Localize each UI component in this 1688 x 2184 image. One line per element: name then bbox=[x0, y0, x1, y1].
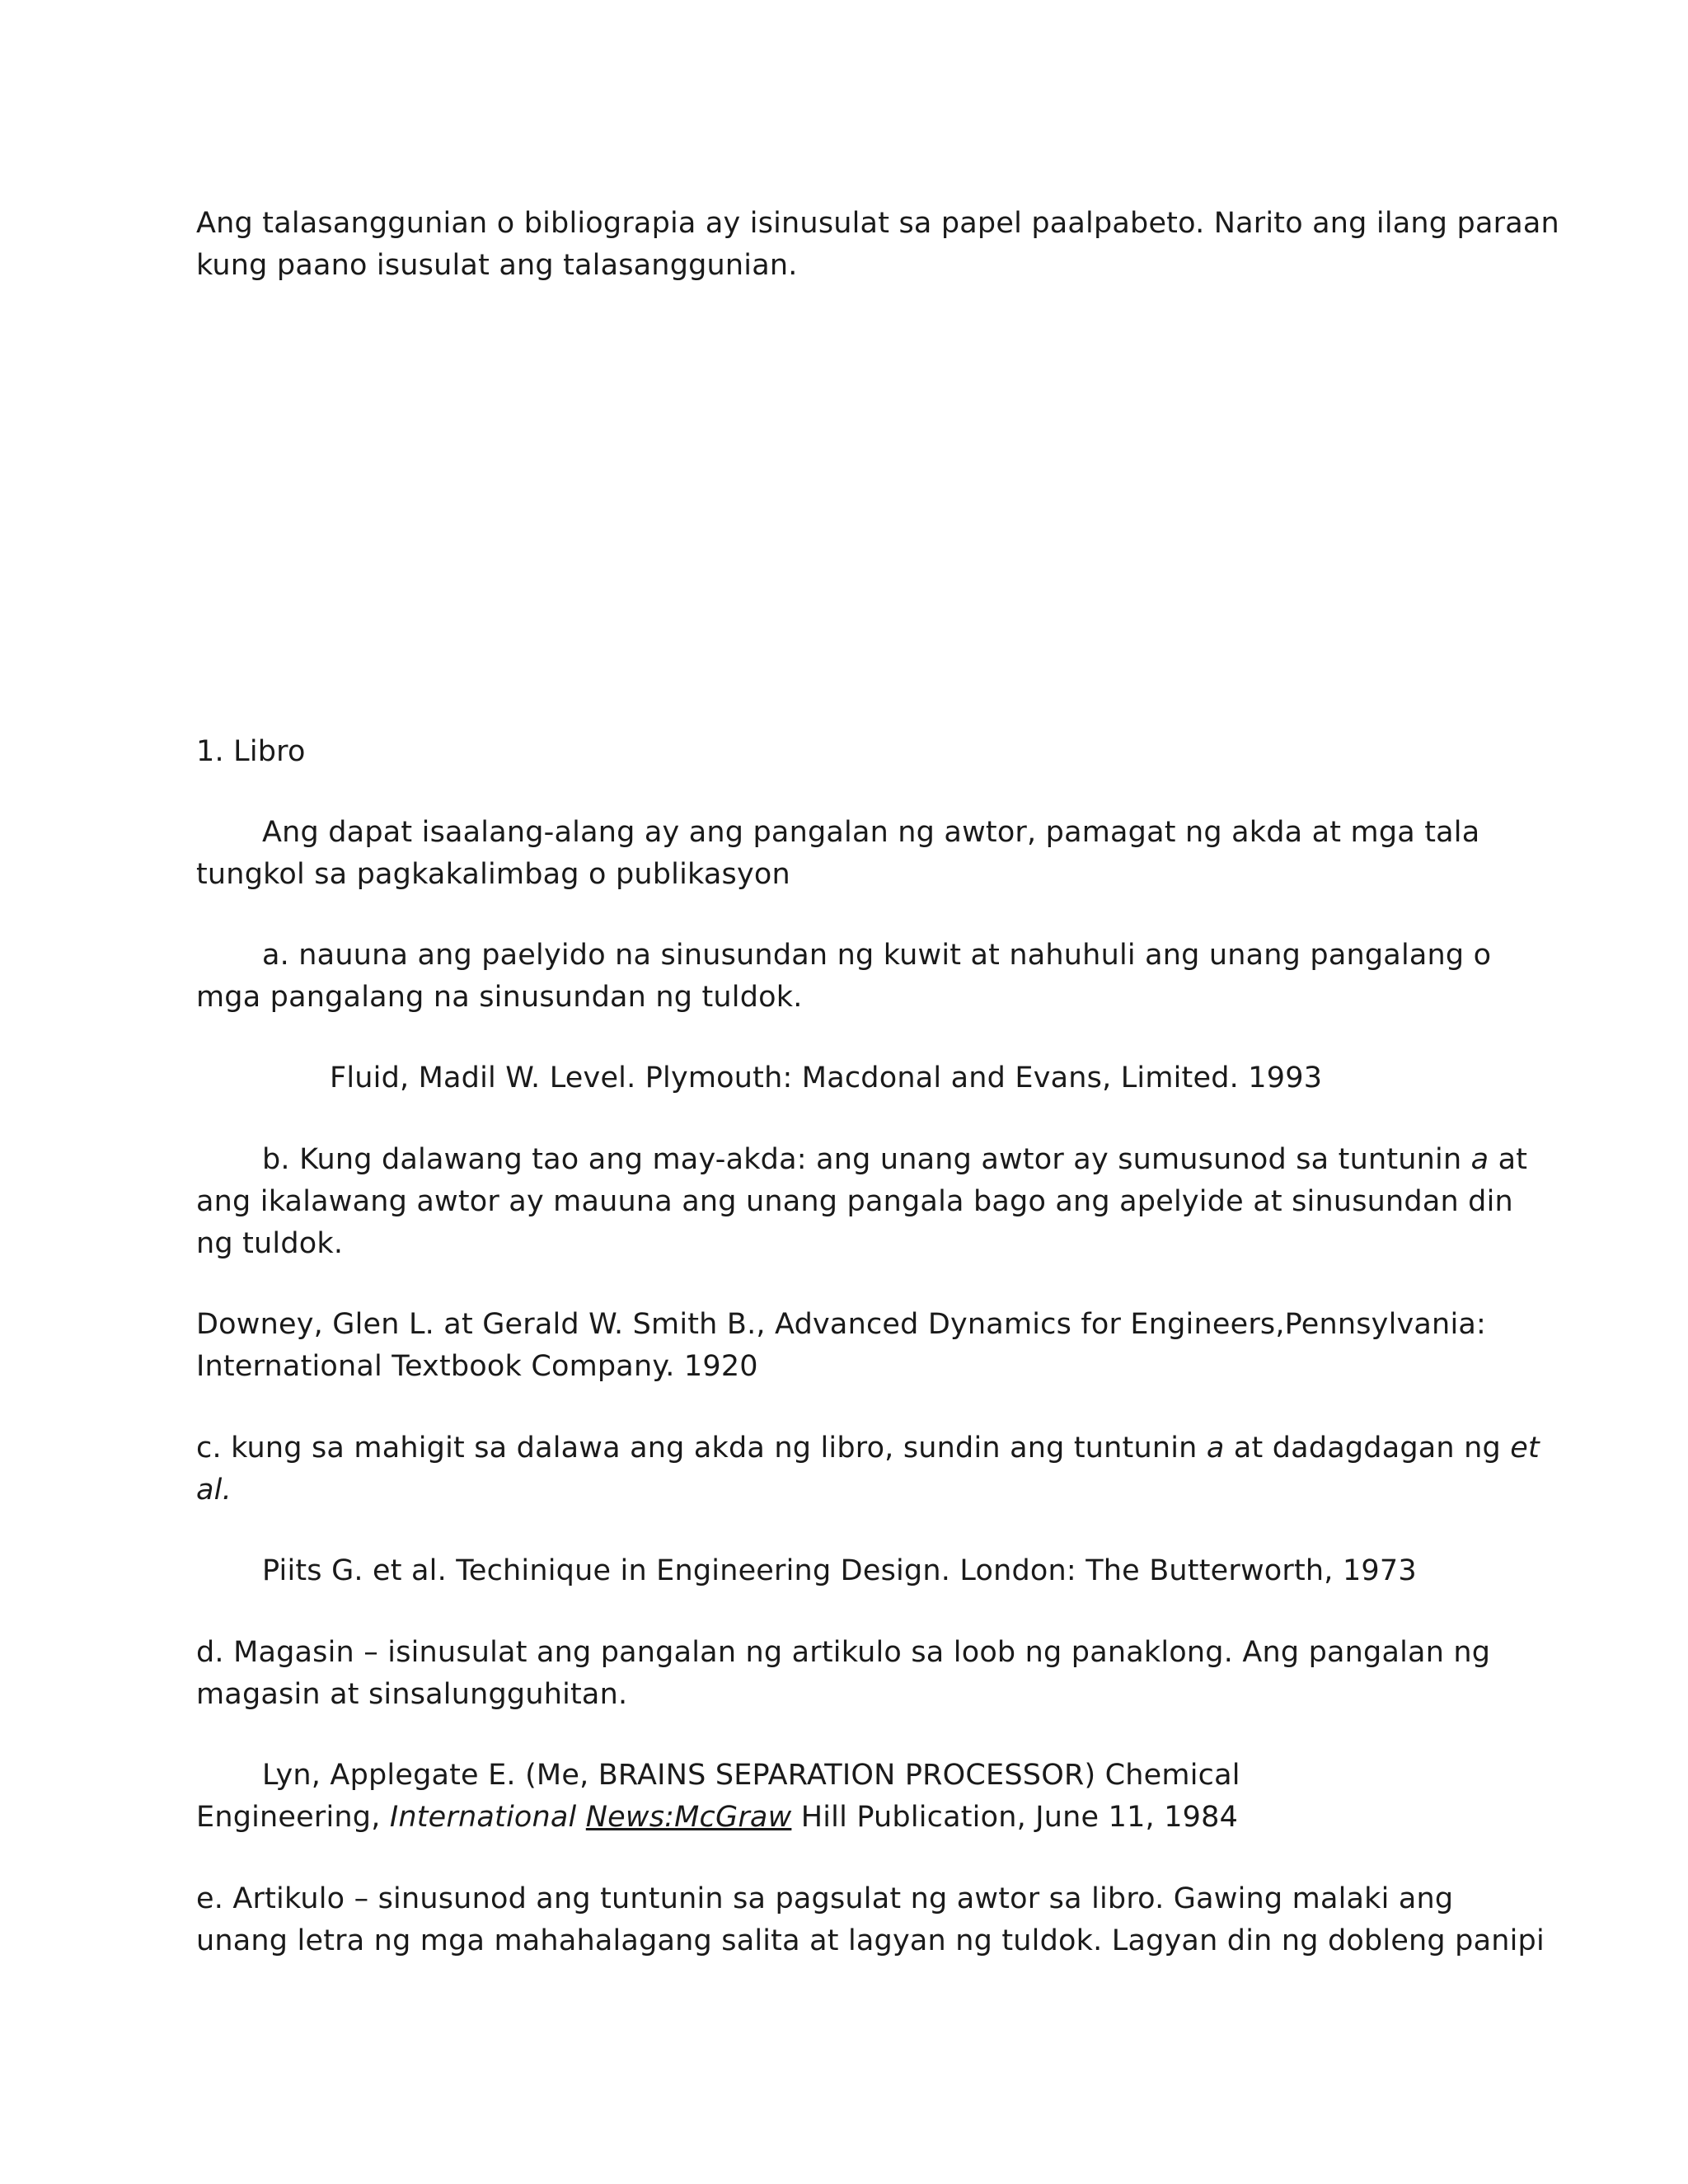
rule-b-line-1-emphasis: a bbox=[1470, 1143, 1489, 1176]
rule-d-example-underlined: News:McGraw bbox=[585, 1801, 792, 1834]
rule-b-line-2: ang ikalawang awtor ay mauuna ang unang pangala bago ang apelyide at sinusundan din bbox=[196, 1185, 1513, 1218]
rule-d-line-2: magasin at sinsalungguhitan. bbox=[196, 1678, 628, 1711]
rule-c-line-1-text: c. kung sa mahigit sa dalawa ang akda ng libro, sundin ang tuntunin bbox=[196, 1432, 1207, 1465]
rule-b-example-line-2: International Textbook Company. 1920 bbox=[196, 1350, 758, 1383]
rule-d-example-tail: Hill Publication, June 11, 1984 bbox=[791, 1801, 1239, 1834]
section-desc-line-1: Ang dapat isaalang-alang ay ang pangalan ng awtor, pamagat ng akda at mga tala bbox=[262, 816, 1480, 849]
rule-a-line-1: a. nauuna ang paelyido na sinusundan ng kuwit at nahuhuli ang unang pangalang o bbox=[262, 939, 1492, 972]
rule-b-example-line-1: Downey, Glen L. at Gerald W. Smith B., Advanced Dynamics for Engineers,Pennsylvania: bbox=[196, 1308, 1487, 1341]
rule-c-line-1-mid: at dadagdagan ng bbox=[1224, 1432, 1511, 1465]
rule-b-line-1 bbox=[262, 1138, 1527, 1181]
section-heading-libro: 1. Libro bbox=[196, 735, 306, 768]
rule-a-line-2: mga pangalang na sinusundan ng tuldok. bbox=[196, 981, 803, 1014]
intro-line-2: kung paano isusulat ang talasanggunian. bbox=[196, 249, 798, 282]
rule-e-line-2: unang letra ng mga mahahalagang salita at lagyan ng tuldok. Lagyan din ng dobleng panipi bbox=[196, 1924, 1545, 1957]
rule-c-line-1-emphasis-2: et bbox=[1510, 1432, 1540, 1465]
rule-c-line-1-emphasis: a bbox=[1206, 1432, 1225, 1465]
rule-d-example-line-2 bbox=[196, 1796, 1238, 1839]
rule-e-line-1: e. Artikulo – sinusunod ang tuntunin sa pagsulat ng awtor sa libro. Gawing malaki ang bbox=[196, 1882, 1454, 1915]
rule-d-example-line-1: Lyn, Applegate E. (Me, BRAINS SEPARATION PROCESSOR) Chemical bbox=[262, 1759, 1240, 1792]
rule-c-line-1 bbox=[196, 1427, 1540, 1469]
rule-d-line-1: d. Magasin – isinusulat ang pangalan ng artikulo sa loob ng panaklong. Ang pangalan ng bbox=[196, 1636, 1491, 1669]
rule-b-line-1-text: b. Kung dalawang tao ang may-akda: ang unang awtor ay sumusunod sa tuntunin bbox=[262, 1143, 1471, 1176]
rule-a-example: Fluid, Madil W. Level. Plymouth: Macdonal and Evans, Limited. 1993 bbox=[330, 1062, 1323, 1094]
section-desc-line-2: tungkol sa pagkakalimbag o publikasyon bbox=[196, 858, 790, 891]
rule-b-line-1-tail: at bbox=[1489, 1143, 1528, 1176]
rule-c-example: Piits G. et al. Techinique in Engineering Design. London: The Butterworth, 1973 bbox=[262, 1554, 1417, 1587]
rule-b-line-3: ng tuldok. bbox=[196, 1227, 344, 1260]
rule-d-example-italic: International bbox=[389, 1801, 577, 1834]
intro-line-1: Ang talasanggunian o bibliograpia ay isinusulat sa papel paalpabeto. Narito ang ilang paraan bbox=[196, 207, 1559, 240]
rule-d-example-text: Engineering, bbox=[196, 1801, 390, 1834]
rule-c-line-2: al. bbox=[196, 1474, 232, 1507]
rule-d-example-space bbox=[576, 1801, 585, 1834]
